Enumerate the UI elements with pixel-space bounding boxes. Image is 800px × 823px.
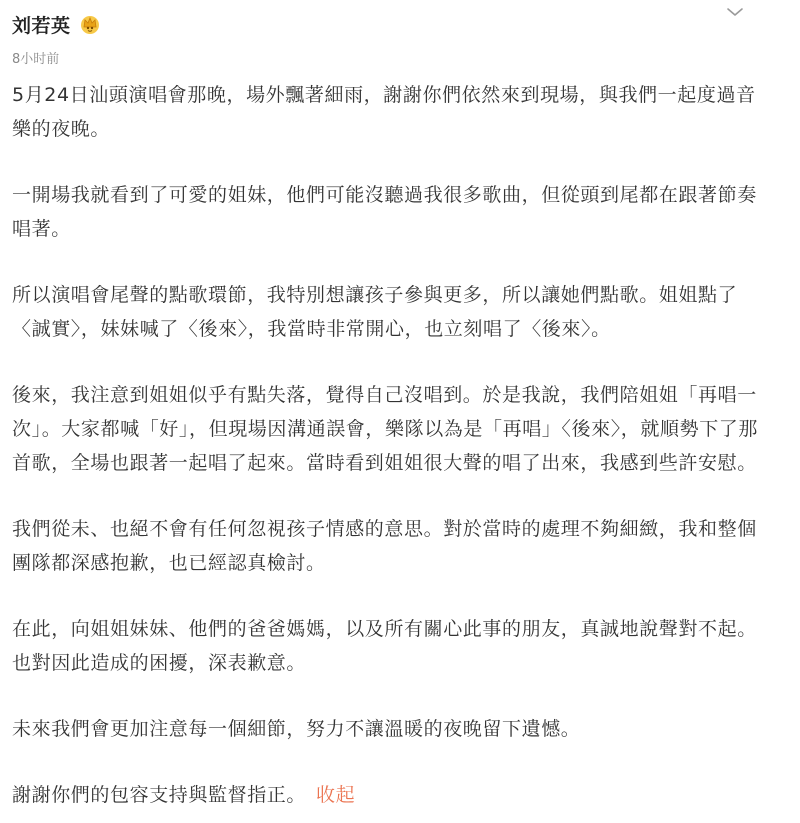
closing-text: 謝謝你們的包容支持與監督指正。 <box>12 784 307 806</box>
closing-paragraph <box>12 778 772 812</box>
author-name[interactable]: 刘若英 <box>12 14 71 37</box>
paragraph: 所以演唱會尾聲的點歌環節，我特別想讓孩子參與更多，所以讓她們點歌。姐姐點了〈誠實〉，妹妹喊了〈後來〉，我當時非常開心，也立刻唱了〈後來〉。 <box>12 284 738 340</box>
paragraph: 一開場我就看到了可愛的姐妹，他們可能沒聽過我很多歌曲，但從頭到尾都在跟著節奏唱著。 <box>12 184 757 240</box>
paragraph: 未來我們會更加注意每一個細節，努力不讓溫暖的夜晚留下遺憾。 <box>12 718 581 740</box>
chevron-down-icon <box>722 2 748 22</box>
paragraph: 後來，我注意到姐姐似乎有點失落，覺得自己沒唱到。於是我說，我們陪姐姐「再唱一次」。大家都喊「好」，但現場因溝通誤會，樂隊以為是「再唱」〈後來〉，就順勢下了那首歌，全場也跟著一起唱了起來。當時看到姐姐很大聲的唱了出來，我感到些許安慰。 <box>12 384 759 474</box>
crown-icon <box>79 13 101 35</box>
post-timestamp: 8小时前 <box>12 52 60 67</box>
paragraph: 5月24日汕頭演唱會那晚，場外飄著細雨，謝謝你們依然來到現場，與我們一起度過音樂的夜晚。 <box>12 84 756 140</box>
author-row <box>12 8 101 40</box>
collapse-link[interactable]: 收起 <box>316 784 356 806</box>
post-content <box>12 78 772 812</box>
more-options-button[interactable] <box>722 2 748 22</box>
paragraph: 在此，向姐姐妹妹、他們的爸爸媽媽，以及所有關心此事的朋友，真誠地說聲對不起。也對因此造成的困擾，深表歉意。 <box>12 618 757 674</box>
paragraph: 我們從未、也絕不會有任何忽視孩子情感的意思。對於當時的處理不夠細緻，我和整個團隊都深感抱歉，也已經認真檢討。 <box>12 518 757 574</box>
post-header <box>12 8 101 48</box>
